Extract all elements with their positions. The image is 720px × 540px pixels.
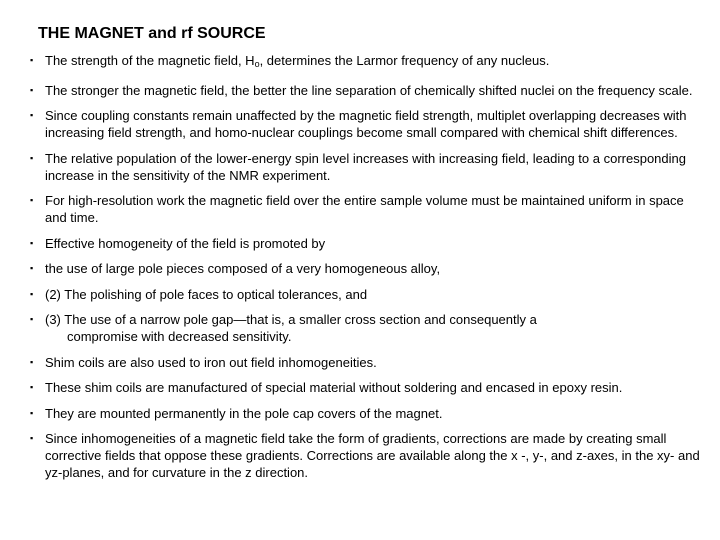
bullet-text: Effective homogeneity of the field is promoted by [45, 235, 326, 251]
bullet-item [30, 235, 702, 252]
bullet-marker-icon: ▪ [30, 433, 34, 443]
bullet-text: (2) The polishing of pole faces to optical tolerances, and [45, 286, 368, 302]
bullet-text: The strength of the magnetic field, $H_o$, determines the Larmor frequency of any nucleus. [45, 53, 550, 69]
bullet-marker-icon: ▪ [30, 195, 34, 205]
bullet-text: The stronger the magnetic field, the better the line separation of chemically shifted nuclei on the frequency scale. [45, 82, 693, 98]
bullet-text: the use of large pole pieces composed of a very homogeneous alloy, [45, 261, 441, 276]
bullet-text: Shim coils are also used to iron out field inhomogeneities. [45, 354, 377, 370]
bullet-item [30, 52, 702, 73]
bullet-text-line: compromise with decreased sensitivity. [67, 329, 292, 344]
bullet-text: Since coupling constants remain unaffected by the magnetic field strength, multiplet overlapping decreases with increasing field strength, and homo-nuclear couplings become small compared with chemical shift differences. [45, 108, 687, 140]
bullet-marker-icon: ▪ [30, 55, 34, 65]
bullet-marker-icon: ▪ [30, 110, 34, 120]
bullet-item [30, 430, 702, 481]
bullet-marker-icon: ▪ [30, 237, 34, 248]
bullet-marker-icon: ▪ [30, 288, 34, 299]
bullet-text: The relative population of the lower-energy spin level increases with increasing field, leading to a corresponding increase in the sensitivity of the NMR experiment. [45, 150, 686, 183]
bullet-marker-icon: ▪ [30, 314, 34, 324]
bullet-text: They are mounted permanently in the pole cap covers of the magnet. [45, 405, 443, 421]
bullet-item [30, 286, 702, 303]
bullet-text: For high-resolution work the magnetic field over the entire sample volume must be maintained uniform in space and time. [45, 193, 684, 225]
bullet-item [30, 192, 702, 226]
subscript: o [254, 59, 260, 69]
bullet-text: Since inhomogeneities of a magnetic field take the form of gradients, corrections are made by creating small corrective fields that oppose these gradients. Corrections are available along the x -, y-, and z-axes, in the xy- and yz-planes, and for curvature in the z direction. [45, 431, 700, 480]
bullet-marker-icon: ▪ [30, 382, 34, 392]
bullet-marker-icon: ▪ [30, 84, 34, 95]
bullet-item [30, 311, 702, 345]
bullet-item [30, 82, 702, 99]
bullet-item [30, 354, 702, 371]
bullet-text [45, 311, 702, 345]
bullet-item [30, 405, 702, 422]
bullet-text-line: (3) The use of a narrow pole gap—that is, a smaller cross section and consequently a [45, 312, 537, 327]
bullet-item [30, 150, 702, 184]
bullet-marker-icon: ▪ [30, 152, 34, 163]
bullet-marker-icon: ▪ [30, 407, 34, 418]
bullet-text: These shim coils are manufactured of special material without soldering and encased in epoxy resin. [45, 380, 623, 395]
bullet-list [30, 52, 702, 490]
bullet-item [30, 107, 702, 141]
slide-title: THE MAGNET and rf SOURCE [38, 25, 266, 42]
bullet-item [30, 379, 702, 396]
bullet-marker-icon: ▪ [30, 356, 34, 367]
bullet-marker-icon: ▪ [30, 263, 34, 273]
bullet-item [30, 260, 702, 277]
